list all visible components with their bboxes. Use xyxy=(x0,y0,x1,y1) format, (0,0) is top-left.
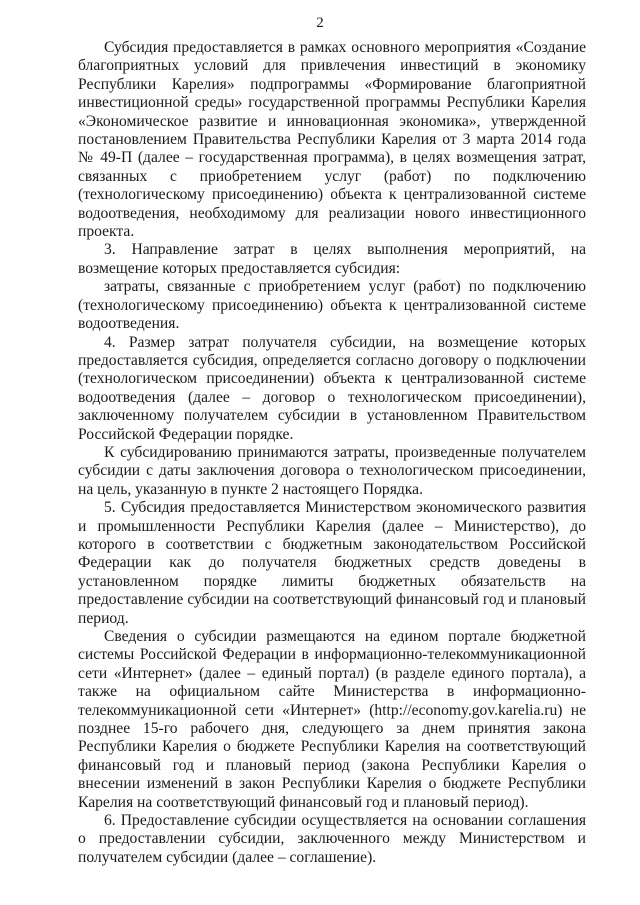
paragraph-3-cost-item: затраты, связанные с приобретением услуг (работ) по подключению (технологическому присоединению) объекта к централизованной системе водоотведения. xyxy=(78,278,586,333)
paragraph-5-ministry: 5. Субсидия предоставляется Министерством экономического развития и промышленности Республики Карелия (далее – Министерство), до которого в соответствии с бюджетным законодательством Российской Федерации как до получателя бюджетных средств доведены в установленном порядке лимиты бюджетных обязательств на предоставление субсидии на соответствующий финансовый год и плановый период. xyxy=(78,499,586,627)
paragraph-4-accepted-costs: К субсидированию принимаются затраты, произведенные получателем субсидии с даты заключения договора о технологическом присоединении, на цель, указанную в пункте 2 настоящего Порядка. xyxy=(78,443,586,498)
paragraph-4-cost-amount: 4. Размер затрат получателя субсидии, на возмещение которых предоставляется субсидия, определяется согласно договору о подключении (технологическом присоединении) объекта к централизованной системе водоотведения (далее – договор о технологическом присоединении), заключенному получателем субсидии в установленном Правительством Российской Федерации порядке. xyxy=(78,333,586,443)
document-body xyxy=(78,39,586,867)
paragraph-subsidy-purpose: Субсидия предоставляется в рамках основного мероприятия «Создание благоприятных условий для привлечения инвестиций в экономику Республики Карелия» подпрограммы «Формирование благоприятной инвестиционной среды» государственной программы Республики Карелия «Экономическое развитие и инновационная экономика», утвержденной постановлением Правительства Республики Карелия от 3 марта 2014 года № 49-П (далее – государственная программа), в целях возмещения затрат, связанных с приобретением услуг (работ) по подключению (технологическому присоединению) объекта к централизованной системе водоотведения, необходимому для реализации нового инвестиционного проекта. xyxy=(78,39,586,241)
paragraph-5-portal-info: Сведения о субсидии размещаются на едином портале бюджетной системы Российской Федерации в информационно-телекоммуникационной сети «Интернет» (далее – единый портал) (в разделе единого портала), а также на официальном сайте Министерства в информационно-телекоммуникационной сети «Интернет» (http://economy.gov.karelia.ru) не позднее 15-го рабочего дня, следующего за днем принятия закона Республики Карелия о бюджете Республики Карелия на соответствующий финансовый год и плановый период (закона Республики Карелия о внесении изменений в закон Республики Карелия о бюджете Республики Карелия на соответствующий финансовый год и плановый период). xyxy=(78,628,586,811)
page-number: 2 xyxy=(316,15,324,31)
paragraph-3-cost-direction: 3. Направление затрат в целях выполнения мероприятий, на возмещение которых предоставляется субсидия: xyxy=(78,241,586,277)
paragraph-6-agreement: 6. Предоставление субсидии осуществляется на основании соглашения о предоставлении субсидии, заключенного между Министерством и получателем субсидии (далее – соглашение). xyxy=(78,812,586,866)
